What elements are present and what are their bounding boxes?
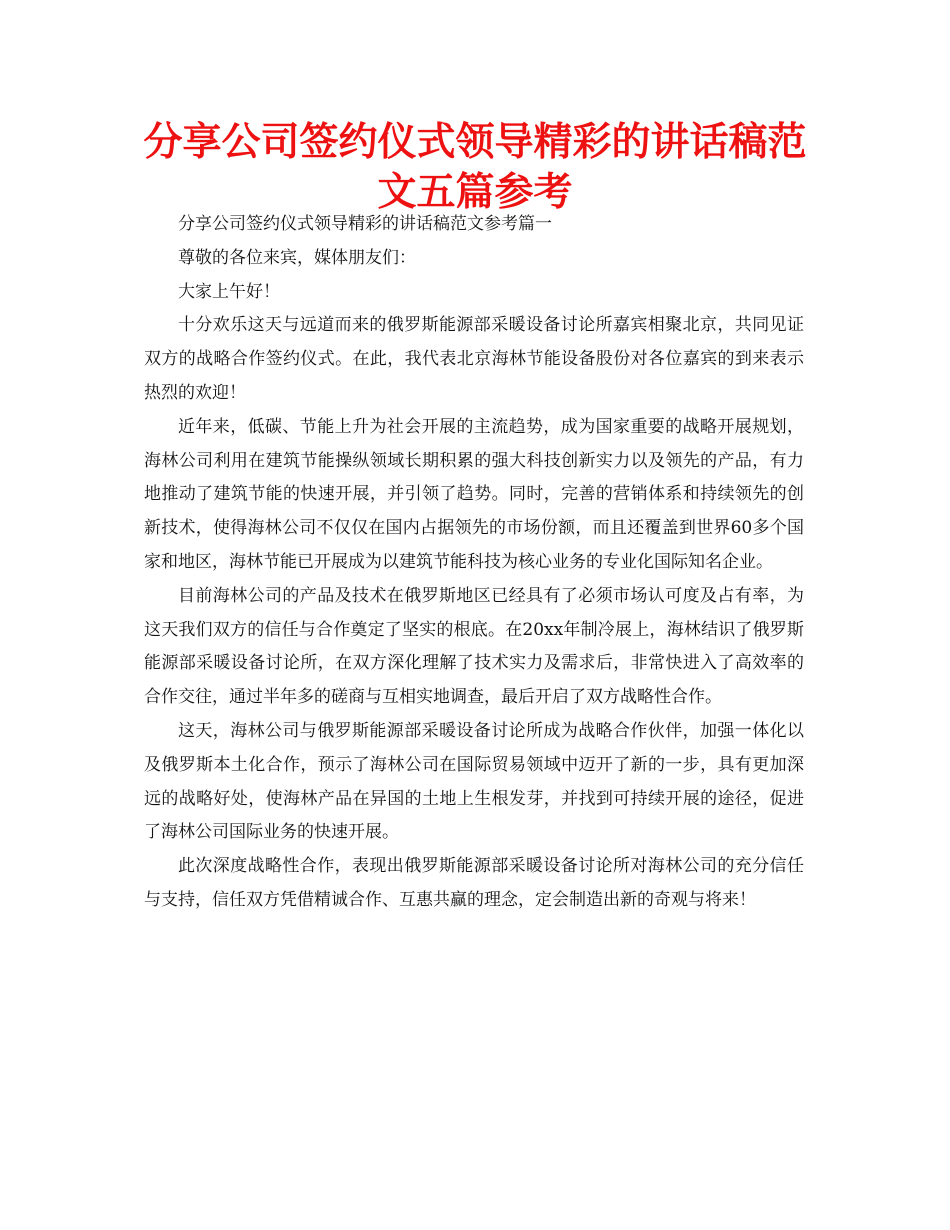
document-title: 分享公司签约仪式领导精彩的讲话稿范文五篇参考 xyxy=(143,120,807,215)
paragraph: 大家上午好！ xyxy=(178,281,280,302)
document-body xyxy=(144,208,804,918)
paragraph: 分享公司签约仪式领导精彩的讲话稿范文参考篇一 xyxy=(178,214,552,234)
paragraph: 近年来，低碳、节能上升为社会开展的主流趋势，成为国家重要的战略开展规划，海林公司利用在建筑节能操纵领域长期积累的强大科技创新实力以及领先的产品，有力地推动了建筑节能的快速开展，并引领了趋势。同时，完善的营销体系和持续领先的创新技术，使得海林公司不仅仅在国内占据领先的市场份额，而且还覆盖到世界60多个国家和地区，海林节能已开展成为以建筑节能科技为核心业务的专业化国际知名企业。 xyxy=(144,416,804,572)
paragraph: 此次深度战略性合作，表现出俄罗斯能源部采暖设备讨论所对海林公司的充分信任与支持，信任双方凭借精诚合作、互惠共赢的理念，定会制造出新的奇观与将来！ xyxy=(144,856,804,910)
paragraph: 目前海林公司的产品及技术在俄罗斯地区已经具有了必须市场认可度及占有率，为这天我们双方的信任与合作奠定了坚实的根底。在20xx年制冷展上，海林结识了俄罗斯能源部采暖设备讨论所，在双方深化理解了技术实力及需求后，非常快进入了高效率的合作交往，通过半年多的磋商与互相实地调查，最后开启了双方战略性合作。 xyxy=(144,585,804,708)
paragraph: 这天，海林公司与俄罗斯能源部采暖设备讨论所成为战略合作伙伴，加强一体化以及俄罗斯本土化合作，预示了海林公司在国际贸易领域中迈开了新的一步，具有更加深远的战略好处，使海林产品在异国的土地上生根发芽，并找到可持续开展的途径，促进了海林公司国际业务的快速开展。 xyxy=(144,720,804,843)
paragraph: 十分欢乐这天与远道而来的俄罗斯能源部采暖设备讨论所嘉宾相聚北京，共同见证双方的战略合作签约仪式。在此，我代表北京海林节能设备股份对各位嘉宾的到来表示热烈的欢迎！ xyxy=(144,315,804,403)
paragraph: 尊敬的各位来宾，媒体朋友们： xyxy=(178,247,416,268)
